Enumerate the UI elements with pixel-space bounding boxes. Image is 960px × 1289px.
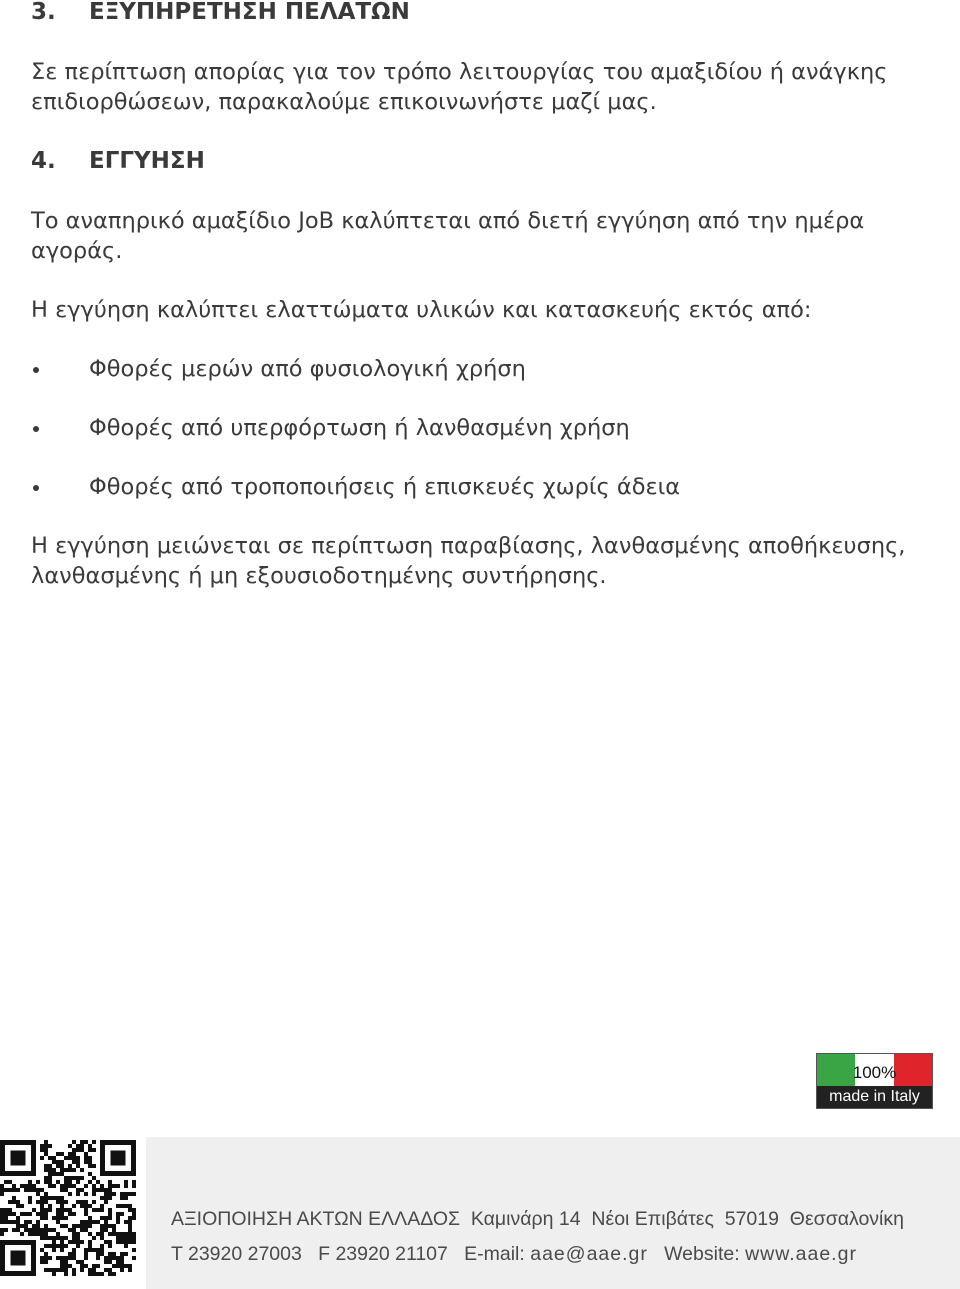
warranty-intro: Το αναπηρικό αμαξίδιο JoB καλύπτεται από διετή εγγύηση από την ημέρα αγοράς.: [31, 208, 865, 264]
badge-label: made in Italy: [817, 1086, 932, 1108]
city: Θεσσαλονίκη: [789, 1208, 904, 1230]
section-4-number: 4.: [31, 148, 56, 174]
made-in-italy-badge: [816, 1053, 933, 1109]
area: Νέοι Επιβάτες: [591, 1208, 714, 1230]
section-4-heading: [31, 146, 205, 176]
qr-code-icon: [0, 1140, 136, 1276]
footer: [146, 1137, 960, 1289]
footer-address-line: [171, 1208, 904, 1231]
footer-contact-line: [171, 1243, 857, 1266]
phone: T 23920 27003: [171, 1243, 302, 1265]
bullet-icon: [33, 367, 39, 373]
section-3-title: ΕΞΥΠΗΡΕΤΗΣΗ ΠΕΛΑΤΩΝ: [89, 0, 410, 25]
email-label: E-mail:: [464, 1243, 525, 1265]
warranty-reduction: Η εγγύηση μειώνεται σε περίπτωση παραβίασης, λανθασμένης αποθήκευσης, λανθασμένης ή μη εξουσιοδοτημένης συντήρησης.: [31, 533, 906, 589]
warranty-covers: Η εγγύηση καλύπτει ελαττώματα υλικών και κατασκευής εκτός από:: [31, 297, 812, 323]
street-address: Καμινάρη 14: [470, 1208, 581, 1230]
company-name: ΑΞΙΟΠΟΙΗΣΗ ΑΚΤΩΝ ΕΛΛΑΔΟΣ: [171, 1208, 461, 1230]
exclusion-text: Φθορές από υπερφόρτωση ή λανθασμένη χρήση: [89, 415, 630, 441]
bullet-icon: [33, 426, 39, 432]
fax: F 23920 21107: [318, 1243, 448, 1265]
section-4-title: ΕΓΓΥΗΣΗ: [89, 148, 205, 174]
section-3-heading: [31, 0, 410, 27]
section-3-number: 3.: [31, 0, 56, 25]
badge-percent: 100%: [852, 1063, 897, 1082]
section-3-text: Σε περίπτωση απορίας για τον τρόπο λειτουργίας του αμαξιδίου ή ανάγκης επιδιορθώσεων, παρακαλούμε επικοινωνήστε μαζί μας.: [31, 59, 888, 115]
email-link[interactable]: aae@aae.gr: [530, 1243, 648, 1265]
exclusion-text: Φθορές από τροποποιήσεις ή επισκευές χωρίς άδεια: [89, 474, 681, 500]
postal-code: 57019: [724, 1208, 779, 1230]
bullet-icon: [33, 485, 39, 491]
exclusion-text: Φθορές μερών από φυσιολογική χρήση: [89, 356, 526, 382]
website-label: Website:: [664, 1243, 740, 1265]
website-link[interactable]: www.aae.gr: [745, 1243, 857, 1265]
